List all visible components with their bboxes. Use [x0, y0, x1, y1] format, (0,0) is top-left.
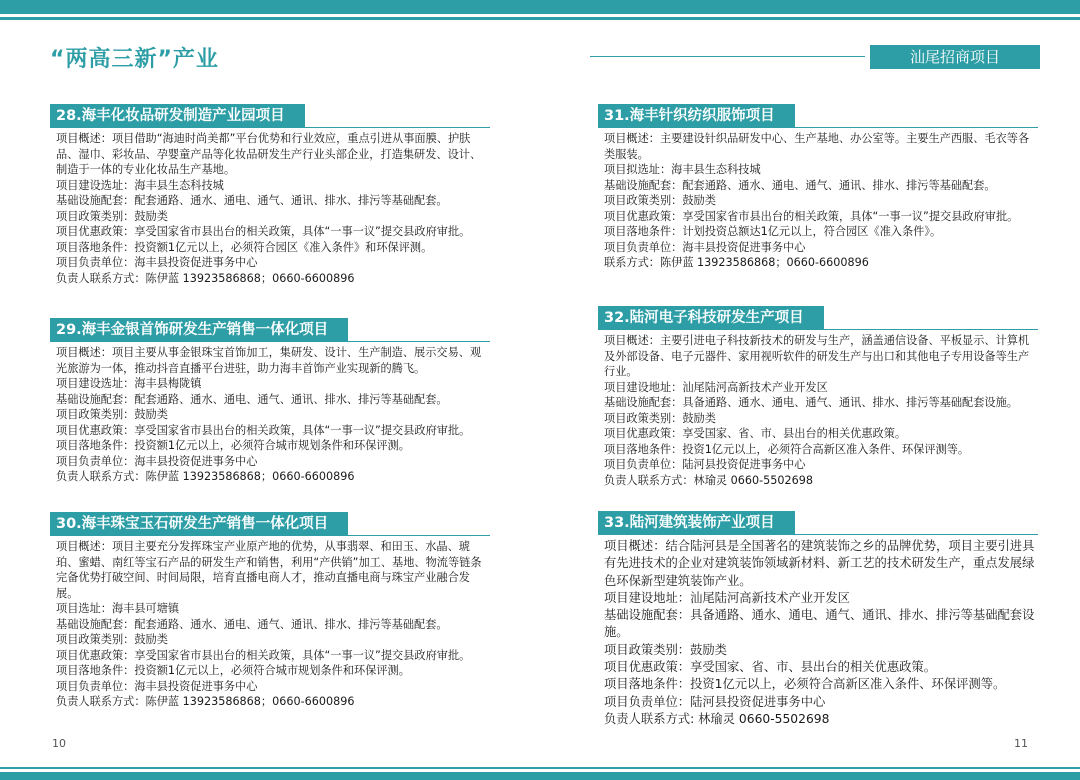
project-conditions: 项目落地条件：投资1亿元以上，必须符合高新区准入条件、环保评测等。 — [604, 442, 970, 456]
project-header — [50, 318, 490, 342]
project-policy-category: 项目政策类别：鼓励类 — [604, 642, 727, 657]
project-33 — [598, 511, 1038, 728]
project-overview: 项目概述：结合陆河县是全国著名的建筑装饰之乡的品牌优势，项目主要引进具有先进技术的企业对建筑装饰领域新材料、新工艺的技术研发生产，重点发展绿色环保新型建筑装饰产业。 — [604, 539, 1035, 588]
project-title: 33.陆河建筑装饰产业项目 — [598, 511, 795, 535]
project-infrastructure: 基础设施配套：具备通路、通水、通电、通气、通讯、排水、排污等基础配套设施。 — [604, 608, 1035, 640]
project-31 — [598, 104, 1038, 271]
project-conditions: 项目落地条件：计划投资总额达1亿元以上，符合园区《准入条件》。 — [604, 225, 942, 238]
project-title: 32.陆河电子科技研发生产项目 — [598, 306, 824, 330]
section-badge: 汕尾招商项目 — [870, 45, 1040, 69]
project-overview: 项目概述：主要建设针织品研发中心、生产基地、办公室等。主要生产西服、毛衣等各类服装。 — [604, 132, 1030, 161]
project-title: 30.海丰珠宝玉石研发生产销售一体化项目 — [50, 512, 348, 536]
project-incentives: 项目优惠政策：享受国家省市县出台的相关政策，具体“一事一议”提交县政府审批。 — [56, 225, 471, 238]
project-policy-category: 项目政策类别：鼓励类 — [604, 194, 716, 207]
page-number-left: 10 — [52, 737, 66, 750]
project-responsible-unit: 项目负责单位：海丰县投资促进事务中心 — [56, 256, 258, 269]
project-conditions: 项目落地条件：投资1亿元以上，必须符合高新区准入条件、环保评测等。 — [604, 677, 1006, 692]
project-contact: 负责人联系方式: 林瑜灵 0660-5502698 — [604, 711, 830, 726]
project-incentives: 项目优惠政策：享受国家、省、市、县出台的相关优惠政策。 — [604, 660, 937, 675]
project-body — [598, 330, 1038, 488]
project-infrastructure: 基础设施配套：具备通路、通水、通电、通气、通讯、排水、排污等基础配套设施。 — [604, 396, 1018, 409]
project-site: 项目建设地址：汕尾陆河高新技术产业开发区 — [604, 380, 828, 394]
project-site: 项目建设地址：汕尾陆河高新技术产业开发区 — [604, 590, 850, 605]
project-conditions: 项目落地条件：投资额1亿元以上，必须符合城市规划条件和环保评测。 — [56, 439, 410, 452]
project-policy-category: 项目政策类别：鼓励类 — [56, 633, 168, 646]
project-title: 31.海丰针织纺织服饰项目 — [598, 104, 795, 128]
page-title: “两高三新”产业 — [50, 47, 219, 72]
project-body — [598, 535, 1038, 728]
project-contact: 负责人联系方式：陈伊蓝 13923586868；0660-6600896 — [56, 695, 355, 708]
project-conditions: 项目落地条件：投资额1亿元以上，必须符合城市规划条件和环保评测。 — [56, 664, 410, 677]
top-accent-bar — [0, 0, 1080, 14]
project-policy-category: 项目政策类别：鼓励类 — [56, 209, 168, 223]
project-responsible-unit: 项目负责单位：陆河县投资促进事务中心 — [604, 458, 806, 471]
project-30 — [50, 512, 490, 710]
project-contact: 联系方式：陈伊蓝 13923586868；0660-6600896 — [604, 256, 869, 269]
project-contact: 负责人联系方式：陈伊蓝 13923586868；0660-6600896 — [56, 271, 355, 285]
project-contact: 负责人联系方式：林瑜灵 0660-5502698 — [604, 473, 813, 487]
project-infrastructure: 基础设施配套：配套通路、通水、通电、通气、通讯、排水、排污等基础配套。 — [56, 617, 448, 631]
project-incentives: 项目优惠政策：享受国家省市县出台的相关政策，具体“一事一议”提交县政府审批。 — [604, 209, 1019, 223]
bottom-accent-line — [0, 767, 1080, 769]
page-number-right: 11 — [1014, 737, 1028, 750]
project-header — [598, 104, 1038, 128]
project-32 — [598, 306, 1038, 488]
project-site: 项目选址：海丰县可塘镇 — [56, 602, 180, 615]
project-contact: 负责人联系方式：陈伊蓝 13923586868；0660-6600896 — [56, 470, 355, 483]
project-policy-category: 项目政策类别：鼓励类 — [604, 411, 716, 425]
project-overview: 项目概述：项目主要从事金银珠宝首饰加工，集研发、设计、生产制造、展示交易、观光旅游为一体，推动抖音直播平台进驻，助力海丰首饰产业实现新的腾飞。 — [56, 346, 482, 375]
project-28 — [50, 104, 490, 286]
project-overview: 项目概述：项目主要充分发挥珠宝产业原产地的优势，从事翡翠、和田玉、水晶、琥珀、蜜蜡、南红等宝石产品的研发生产和销售，利用“产供销”加工、基地、物流等链条完备优势打破空间、时间局限，培育直播电商人才，推动直播电商与珠宝产业融合发展。 — [56, 540, 482, 600]
project-site: 项目建设选址：海丰县梅陇镇 — [56, 377, 202, 390]
project-title: 28.海丰化妆品研发制造产业园项目 — [50, 104, 305, 128]
project-body — [50, 342, 490, 485]
project-incentives: 项目优惠政策：享受国家省市县出台的相关政策，具体“一事一议”提交县政府审批。 — [56, 423, 471, 437]
project-incentives: 项目优惠政策：享受国家省市县出台的相关政策，具体“一事一议”提交县政府审批。 — [56, 648, 471, 662]
bottom-accent-bar — [0, 772, 1080, 780]
project-header — [598, 511, 1038, 535]
project-header — [50, 104, 490, 128]
project-site: 项目拟选址：海丰县生态科技城 — [604, 163, 761, 176]
project-infrastructure: 基础设施配套：配套通路、通水、通电、通气、通讯、排水、排污等基础配套。 — [604, 178, 996, 192]
project-overview: 项目概述：项目借助“海迪时尚美都”平台优势和行业效应，重点引进从事面膜、护肤品、湿巾、彩妆品、孕婴童产品等化妆品研发生产行业头部企业，打造集研发、设计、制造于一体的专业化妆品生产基地。 — [56, 132, 482, 176]
project-body — [50, 128, 490, 286]
project-responsible-unit: 项目负责单位：海丰县投资促进事务中心 — [56, 454, 258, 468]
project-infrastructure: 基础设施配套：配套通路、通水、通电、通气、通讯、排水、排污等基础配套。 — [56, 194, 448, 207]
project-incentives: 项目优惠政策：享受国家、省、市、县出台的相关优惠政策。 — [604, 427, 907, 440]
project-29 — [50, 318, 490, 485]
project-header — [50, 512, 490, 536]
project-body — [598, 128, 1038, 271]
top-accent-line — [0, 17, 1080, 20]
project-overview: 项目概述：主要引进电子科技新技术的研发与生产，涵盖通信设备、平板显示、计算机及外部设备、电子元器件、家用视听软件的研发生产与出口和其他电子专用设备等生产行业。 — [604, 334, 1030, 378]
project-policy-category: 项目政策类别：鼓励类 — [56, 408, 168, 421]
header-divider — [590, 56, 865, 57]
project-title: 29.海丰金银首饰研发生产销售一体化项目 — [50, 318, 348, 342]
project-body — [50, 536, 490, 710]
project-infrastructure: 基础设施配套：配套通路、通水、通电、通气、通讯、排水、排污等基础配套。 — [56, 392, 448, 406]
project-header — [598, 306, 1038, 330]
project-responsible-unit: 项目负责单位：海丰县投资促进事务中心 — [604, 240, 806, 254]
project-site: 项目建设选址：海丰县生态科技城 — [56, 178, 224, 192]
project-responsible-unit: 项目负责单位：海丰县投资促进事务中心 — [56, 679, 258, 693]
project-conditions: 项目落地条件：投资额1亿元以上，必须符合园区《准入条件》和环保评测。 — [56, 240, 433, 254]
project-responsible-unit: 项目负责单位：陆河县投资促进事务中心 — [604, 694, 826, 709]
